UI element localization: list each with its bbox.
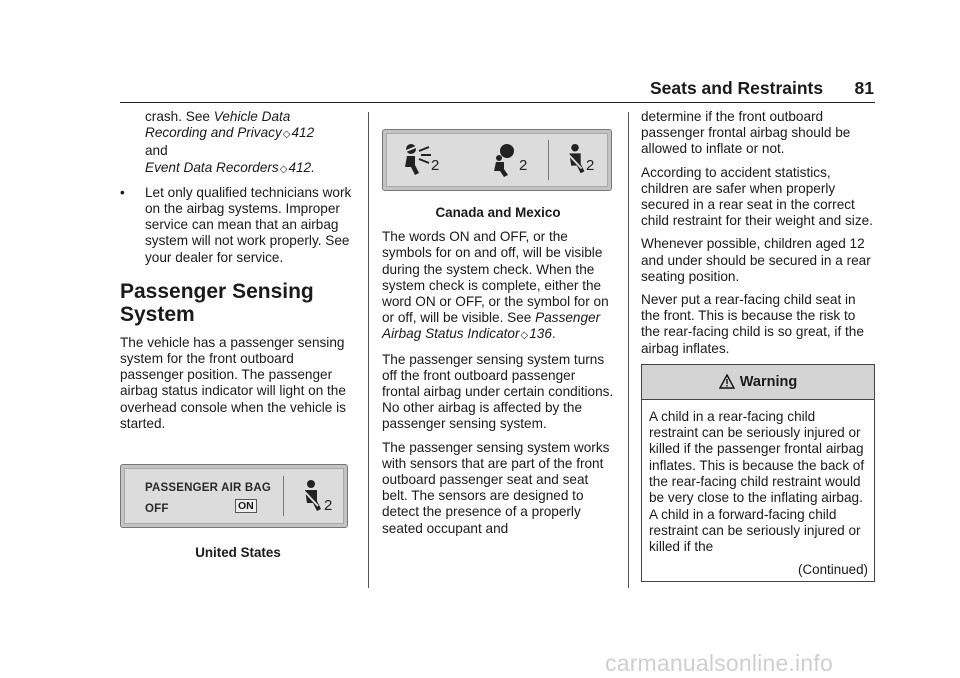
warning-header bbox=[642, 365, 874, 400]
airbag-on-icon bbox=[493, 143, 521, 177]
paragraph-determine: determine if the front outboard passenger frontal airbag should be allowed to inflate or not. bbox=[641, 109, 851, 157]
page-ref-icon: ◇ bbox=[520, 330, 529, 342]
bullet-dot: • bbox=[120, 184, 125, 200]
bullet-item bbox=[120, 185, 356, 266]
page-header bbox=[650, 78, 874, 104]
section-paragraph: The vehicle has a passenger sensing system for the front outboard passenger position. The passenger airbag status indicator will light on the overhead console when the vehicle is started. bbox=[120, 334, 346, 431]
panel-divider bbox=[283, 476, 284, 516]
paragraph-turns-off: The passenger sensing system turns off the front outboard passenger frontal airbag under certain conditions. No other airbag is affected by the passenger sensing system. bbox=[382, 351, 614, 432]
watermark: carmanualsonline.info bbox=[605, 650, 833, 676]
icon-number-1: 2 bbox=[431, 157, 440, 174]
link-passenger-airbag-status-indicator[interactable]: Passenger Airbag Status Indicator bbox=[382, 310, 601, 342]
seatbelt-occupant-icon bbox=[563, 143, 587, 177]
page-ref-icon: ◇ bbox=[279, 163, 288, 175]
link-page-412[interactable]: 412 bbox=[291, 125, 315, 141]
page-ref-icon: ◇ bbox=[282, 129, 291, 141]
warning-title: Warning bbox=[739, 373, 798, 390]
caption-canada-mexico: Canada and Mexico bbox=[435, 205, 561, 220]
warning-box bbox=[641, 364, 875, 582]
paragraph-statistics: According to accident statistics, children are safer when properly secured in a rear seat in the correct child restraint for their weight and size. bbox=[641, 164, 873, 229]
link-event-data-recorders[interactable]: Event Data Recorders bbox=[145, 159, 279, 175]
panel-icon-number: 2 bbox=[324, 497, 333, 515]
panel-label-top: PASSENGER AIR BAG bbox=[145, 482, 272, 495]
column-1 bbox=[120, 109, 356, 561]
link-page-412-b[interactable]: 412. bbox=[288, 159, 315, 175]
airbag-indicator-us bbox=[120, 464, 348, 528]
column-divider-2 bbox=[628, 112, 629, 588]
paragraph-sensors: The passenger sensing system works with sensors that are part of the front outboard passenger seat and seat belt. The sensors are designed to detect the presence of a properly seated occupant and bbox=[382, 439, 610, 536]
airbag-off-icon bbox=[403, 143, 433, 177]
panel-label-on: ON bbox=[235, 499, 257, 513]
caption-united-states: United States bbox=[195, 545, 281, 561]
page-number: 81 bbox=[854, 78, 874, 98]
link-page-136[interactable]: 136 bbox=[529, 326, 552, 342]
airbag-indicator-canada bbox=[382, 129, 612, 191]
section-title: Passenger Sensing System bbox=[120, 279, 314, 326]
icon-number-2: 2 bbox=[519, 157, 528, 174]
panel-divider bbox=[548, 140, 549, 180]
paragraph-rear-facing: Never put a rear-facing child seat in the front. This is because the risk to the rear-facing child is so great, if the airbag inflates. bbox=[641, 292, 864, 356]
link-vehicle-data-recording[interactable]: Vehicle Data Recording and Privacy bbox=[145, 109, 291, 141]
paragraph-children-age: Whenever possible, children aged 12 and under should be secured in a rear seating position. bbox=[641, 236, 871, 284]
paragraph-system-check: The words ON and OFF, or the symbols for on and off, will be visible during the system check. When the system check is complete, either the word ON or OFF, or the symbol for on or off, will be visible. See Passenger Airbag Status Indicator◇136. bbox=[382, 229, 614, 344]
warning-continued: (Continued) bbox=[798, 561, 868, 577]
header-rule bbox=[120, 102, 875, 103]
icon-number-3: 2 bbox=[586, 157, 595, 174]
column-divider-1 bbox=[368, 112, 369, 588]
seatbelt-occupant-icon bbox=[299, 479, 323, 515]
header-title: Seats and Restraints bbox=[650, 78, 824, 98]
column-2 bbox=[382, 109, 614, 544]
continued-text: crash. See Vehicle Data Recording and Privacy◇412 and Event Data Recorders◇412. bbox=[120, 109, 356, 178]
bullet-text: Let only qualified technicians work on the airbag systems. Improper service can mean that an airbag system will not work properly. See your dealer for service. bbox=[145, 184, 352, 265]
panel-label-off: OFF bbox=[145, 503, 169, 516]
warning-icon bbox=[719, 374, 735, 390]
column-3 bbox=[641, 109, 877, 582]
warning-body: A child in a rear-facing child restraint can be seriously injured or killed if the passenger frontal airbag inflates. This is because the back of the rear-facing child restraint would be very close to the inflating airbag. A child in a forward-facing child restraint can be seriously injured or killed if the bbox=[649, 408, 865, 555]
